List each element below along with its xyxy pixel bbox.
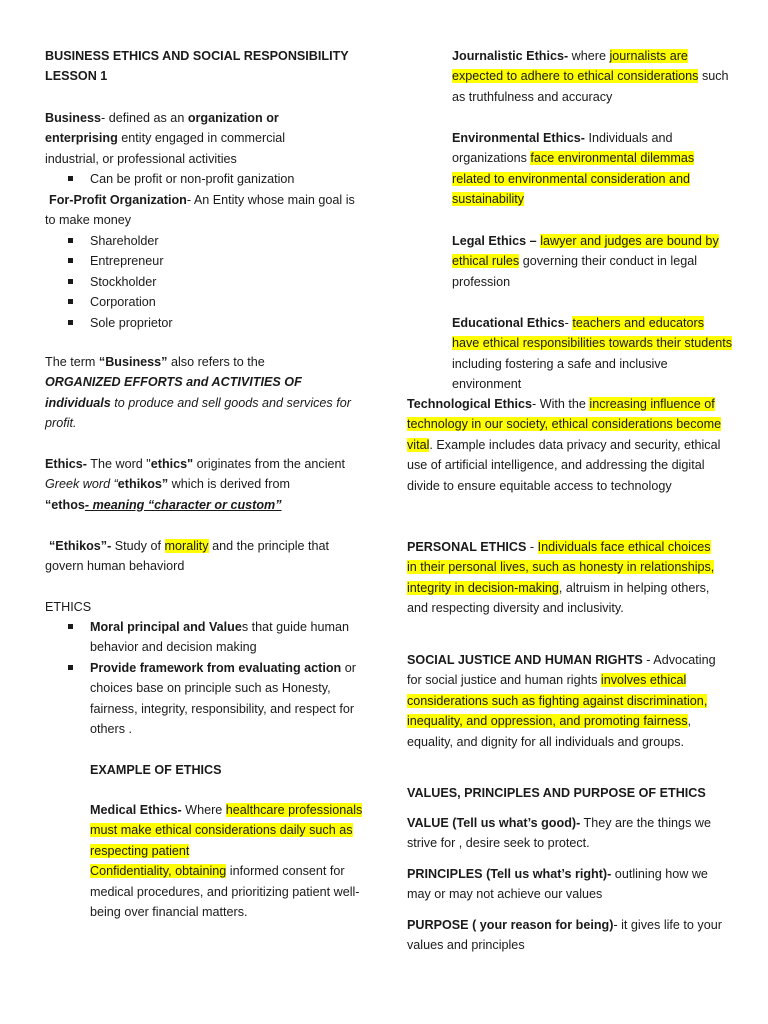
ethics-bold-1: ethics" <box>150 457 194 471</box>
for-profit-term: For-Profit Organization <box>49 193 187 207</box>
list-item: Can be profit or non-profit ganization <box>45 169 345 189</box>
business-definition <box>45 108 335 169</box>
examples-heading: EXAMPLE OF ETHICS <box>90 763 222 777</box>
business-text-2: entity engaged in commercial industrial, or professional activities <box>45 131 286 166</box>
values-heading: VALUES, PRINCIPLES AND PURPOSE OF ETHICS <box>407 786 706 800</box>
medical-text-2: informed consent for medical procedures, and prioritizing patient well-being over financial matters. <box>90 864 360 920</box>
medical-term: Medical Ethics- <box>90 803 182 817</box>
ethos-meaning: - meaning “character or custom” <box>84 497 282 512</box>
list-item: Shareholder <box>45 231 345 251</box>
list-item: Corporation <box>45 292 345 312</box>
principles-term: PRINCIPLES (Tell us what’s right)- <box>407 867 612 881</box>
legal-highlight: lawyer and judges are bound by ethical rules <box>452 234 719 269</box>
technological-text-2: . Example includes data privacy and security, ethical use of artificial intelligence, and addressing the digital divide to ensure equitable access to technology <box>407 437 721 493</box>
ethics-item-2-bold: Provide framework from evaluating action <box>90 660 342 675</box>
social-justice-text-1: - Advocating for social justice and human rights <box>407 653 716 688</box>
legal-ethics <box>452 231 732 292</box>
environmental-ethics <box>452 128 727 210</box>
educational-text-1: - <box>564 316 573 330</box>
social-justice-term: SOCIAL JUSTICE AND HUMAN RIGHTS <box>407 653 643 667</box>
environmental-term: Environmental Ethics- <box>452 131 585 145</box>
business-text-1: - defined as an <box>101 111 188 125</box>
personal-highlight: Individuals face ethical choices in their personal lives, such as honesty in relationships, integrity in decision-making <box>407 540 715 595</box>
purpose-term: PURPOSE ( your reason for being) <box>407 918 614 932</box>
environmental-highlight: face environmental dilemmas related to environmental consideration and sustainability <box>452 151 695 207</box>
technological-text-1: - With the <box>532 397 590 411</box>
list-item: Entrepreneur <box>45 251 345 271</box>
journalistic-text-1: where <box>568 49 610 63</box>
ethics-text-3: which is derived from <box>168 477 290 492</box>
educational-highlight: teachers and educators have ethical responsibilities towards their students <box>452 316 733 351</box>
ethos-term: “ethos <box>45 497 85 512</box>
value-definition <box>407 813 725 854</box>
journalistic-text-2: such as truthfulness and accuracy <box>452 69 729 104</box>
organized-efforts-text: ORGANIZED EFFORTS and ACTIVITIES OF individuals <box>45 375 302 410</box>
business-bullet-list <box>45 169 345 189</box>
list-item <box>45 658 357 740</box>
legal-text-2: governing their conduct in legal profession <box>452 254 698 289</box>
ethics-bold-2: ethikos” <box>117 477 169 492</box>
ethics-italic: Greek word “ <box>45 477 118 492</box>
title-line-1: BUSINESS ETHICS AND SOCIAL RESPONSIBILITY <box>45 49 349 63</box>
ethics-text-1: The word " <box>87 457 151 471</box>
legal-term: Legal Ethics – <box>452 234 537 248</box>
medical-highlight-1: healthcare professionals must make ethical considerations daily such as respecting patient <box>90 803 363 858</box>
ethikos-text-2: and the principle that govern human behaviord <box>45 539 330 574</box>
technological-term: Technological Ethics <box>407 397 533 411</box>
for-profit-list <box>45 231 345 333</box>
term-business-text-1: The term <box>45 355 99 369</box>
ethikos-definition <box>45 536 345 577</box>
value-text: They are the things we strive for , desire seek to protect. <box>407 816 711 851</box>
technological-highlight: increasing influence of technology in our society, ethical considerations become vital <box>407 397 722 452</box>
technological-ethics <box>407 394 727 496</box>
journalistic-term: Journalistic Ethics- <box>452 49 569 63</box>
medical-highlight-2: Confidentiality, obtaining <box>90 864 227 879</box>
business-term: Business <box>45 111 101 125</box>
personal-text-2: , altruism in helping others, and respecting diversity and inclusivity. <box>407 580 710 616</box>
term-business-italic: to produce and sell goods and services for profit. <box>45 395 351 431</box>
social-justice-text-2: , equality, and dignity for all individuals and groups. <box>407 714 691 749</box>
social-justice-highlight: involves ethical considerations such as fighting against discrimination, inequality, and oppression, and promoting fairness <box>407 673 708 729</box>
ethics-list <box>45 617 357 739</box>
medical-ethics <box>90 800 365 922</box>
value-term: VALUE (Tell us what’s good)- <box>407 816 581 830</box>
document-title <box>45 46 375 87</box>
ethikos-term: “Ethikos”- <box>49 539 112 553</box>
principles-text: outlining how we may or may not achieve our values <box>407 867 708 902</box>
term-business-bold: “Business” <box>98 355 168 369</box>
ethics-item-1-bold: Moral principal and Value <box>90 620 242 634</box>
purpose-definition <box>407 915 727 956</box>
for-profit-text: - An Entity whose main goal is to make money <box>45 193 355 228</box>
ethics-heading: ETHICS <box>45 600 92 614</box>
ethics-term: Ethics- <box>45 457 87 471</box>
social-justice <box>407 650 725 752</box>
term-business-paragraph <box>45 352 360 434</box>
purpose-text: - it gives life to your values and principles <box>407 918 722 953</box>
principles-definition <box>407 864 725 905</box>
ethikos-highlight: morality <box>164 539 209 553</box>
personal-term: PERSONAL ETHICS <box>407 540 527 554</box>
educational-text-2: including fostering a safe and inclusive environment <box>452 356 668 392</box>
journalistic-highlight: journalists are expected to adhere to ethical considerations <box>452 49 699 84</box>
for-profit-definition <box>45 190 355 231</box>
term-business-text-2: also refers to the <box>167 355 265 369</box>
ethics-definition <box>45 454 365 515</box>
list-item: Stockholder <box>45 272 345 292</box>
ethikos-text-1: Study of <box>111 539 165 553</box>
list-item: Sole proprietor <box>45 313 345 333</box>
medical-text-1: Where <box>181 803 226 817</box>
ethics-item-1-text: s that guide human behavior and decision making <box>90 620 349 655</box>
educational-term: Educational Ethics <box>452 316 565 330</box>
business-bold: organization or enterprising <box>45 111 279 146</box>
personal-text-1: - <box>526 540 538 554</box>
title-line-2: LESSON 1 <box>45 69 108 84</box>
personal-ethics <box>407 537 723 619</box>
journalistic-ethics <box>452 46 730 107</box>
ethics-item-2-text: or choices base on principle such as Honesty, fairness, integrity, responsibility, and respect for others . <box>90 660 356 737</box>
environmental-text: Individuals and organizations <box>452 131 673 166</box>
educational-ethics <box>452 313 732 395</box>
list-item <box>45 617 357 658</box>
ethics-text-2: originates from the ancient <box>193 457 346 471</box>
